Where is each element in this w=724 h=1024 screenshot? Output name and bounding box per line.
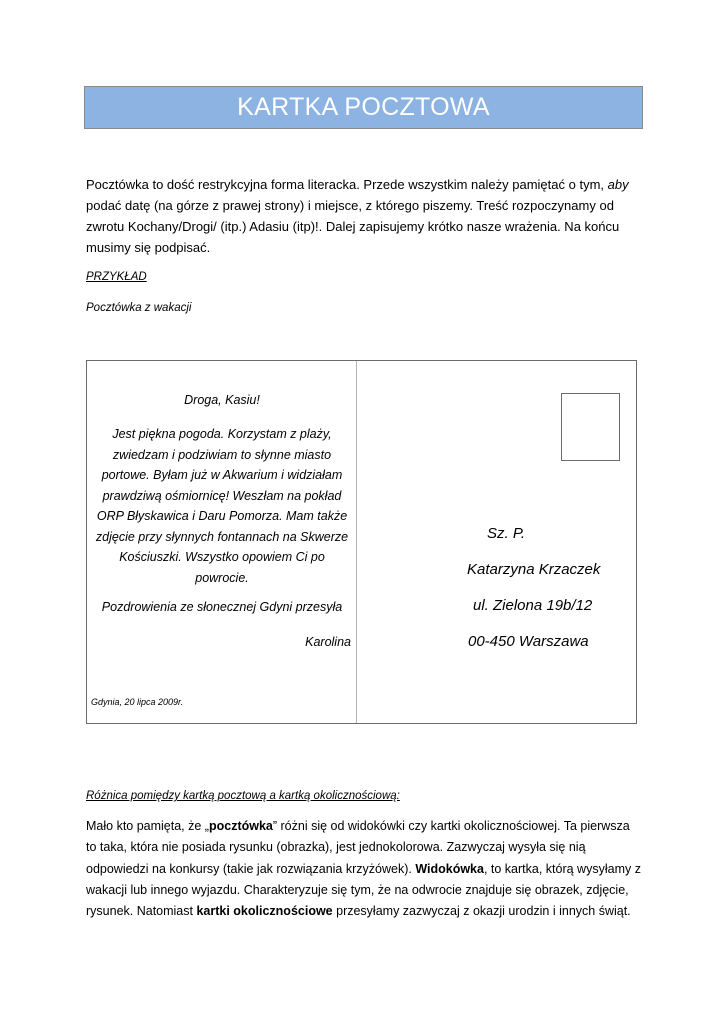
difference-paragraph bbox=[86, 816, 642, 922]
postcard-body: Jest piękna pogoda. Korzystam z plaży, zwiedzam i podziwiam to słynne miasto portowe. Byłam już w Akwarium i widziałam prawdziwą ośmiornicę! Weszłam na pokład ORP Błyskawica i Daru Pomorza. Mam także zdjęcie przy słynnych fontannach na Skwerze Kościuszki. Wszystko opowiem Ci po powrocie. bbox=[95, 427, 349, 585]
postcard-greeting: Droga, Kasiu! bbox=[184, 393, 260, 407]
difference-text-2: ” różni się od widokówki czy kartki okolicznościowej. Ta pierwsza to taka, która nie posiada rysunku (obrazka), jest jednokolorowa. Zazwyczaj wysyła się nią odpowiedzi na konkursy (takie jak rozwiązania krzyżówek). bbox=[86, 819, 630, 876]
difference-text-1: Mało kto pamięta, że „ bbox=[86, 819, 209, 833]
address-line-2: Katarzyna Krzaczek bbox=[467, 561, 601, 578]
example-label: PRZYKŁAD bbox=[86, 271, 147, 283]
page-title-text: KARTKA POCZTOWA bbox=[237, 93, 490, 121]
difference-text-4: przesyłamy zazwyczaj z okazji urodzin i innych świąt. bbox=[332, 904, 631, 919]
intro-text-italic: aby bbox=[607, 177, 629, 192]
postcard-date: Gdynia, 20 lipca 2009r. bbox=[91, 697, 184, 707]
difference-bold-2: Widokówka bbox=[415, 861, 484, 876]
difference-text-3: , to kartka, którą wysyłamy z wakacji lub innego wyjazdu. Charakteryzuje się tym, że na odwrocie znajduje się obrazek, zdjęcie, rysunek. Natomiast bbox=[86, 861, 641, 919]
postcard bbox=[86, 360, 637, 724]
address-line-1: Sz. P. bbox=[487, 525, 526, 542]
example-subtitle: Pocztówka z wakacji bbox=[86, 302, 192, 314]
postcard-divider bbox=[356, 361, 357, 723]
intro-text-1: Pocztówka to dość restrykcyjna forma literacka. Przede wszystkim należy pamiętać o tym, bbox=[86, 177, 608, 192]
stamp-box bbox=[561, 393, 620, 461]
postcard-regards: Pozdrowienia ze słonecznej Gdyni przesyła bbox=[101, 600, 343, 614]
intro-text-2: podać datę (na górze z prawej strony) i miejsce, z którego piszemy. Treść rozpoczynamy od zwrotu Kochany/Drogi/ (itp.) Adasiu (itp)!. Dalej zapisujemy krótko nasze wrażenia. Na końcu musimy się podpisać. bbox=[86, 198, 620, 255]
postcard-signature: Karolina bbox=[305, 635, 351, 649]
address-line-4: 00-450 Warszawa bbox=[468, 633, 589, 650]
difference-bold-3: kartki okolicznościowe bbox=[196, 904, 333, 919]
address-line-3: ul. Zielona 19b/12 bbox=[473, 597, 593, 614]
difference-heading: Różnica pomiędzy kartką pocztową a kartką okolicznościową: bbox=[86, 790, 400, 802]
page-title bbox=[84, 86, 643, 129]
difference-bold-1: pocztówka bbox=[208, 819, 273, 833]
intro-paragraph bbox=[86, 174, 642, 258]
